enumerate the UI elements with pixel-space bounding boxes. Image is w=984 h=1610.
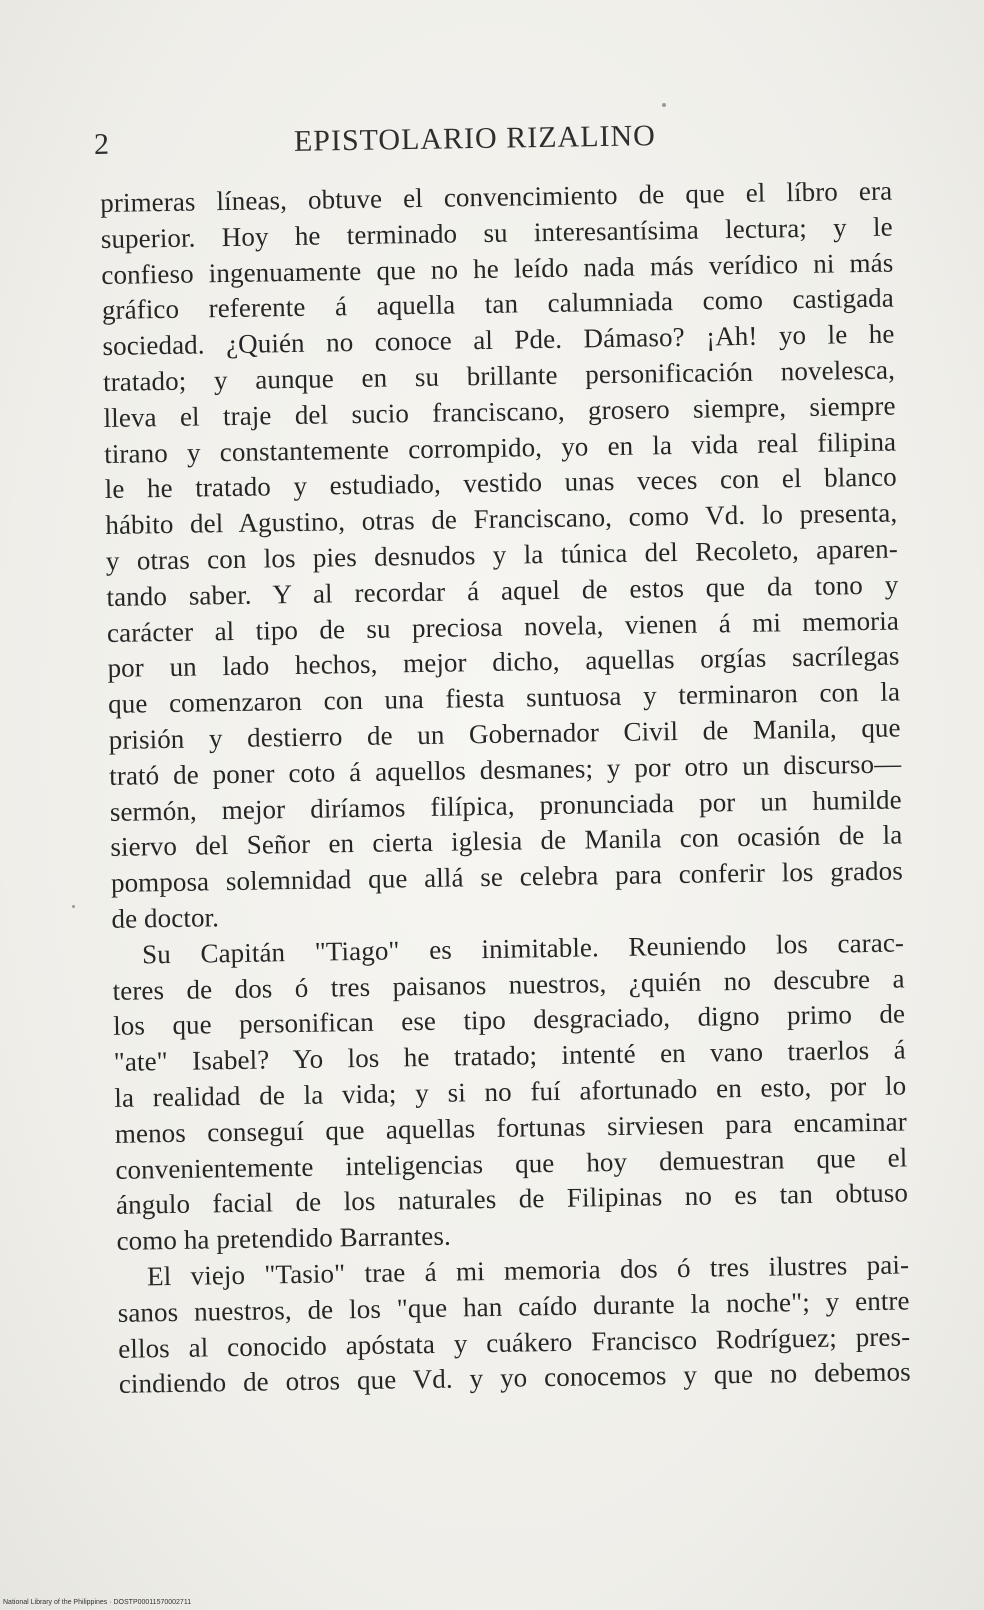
text-line: menos conseguí que aquellas fortunas sirviesen para encaminar [114,1106,908,1149]
text-line: cindiendo de otros que Vd. y yo conocemos y que no debemos [118,1356,911,1400]
text-line: tratado; y aunque en su brillante personificación novelesca, [102,354,896,397]
text-line: como ha pretendido Barrantes. [116,1220,452,1256]
text-line: superior. Hoy he terminado su interesantísima lectura; y le [100,211,893,254]
text-line: teres de dos ó tres paisanos nuestros, ¿quién no descubre a [112,962,905,1006]
text-line: sociedad. ¿Quién no conoce al Pde. Dámaso? ¡Ah! yo le he [102,318,895,362]
text-line: trató de poner coto á aquellos desmanes; y por otro un discurso— [109,748,902,791]
running-head: EPISTOLARIO RIZALINO [293,119,657,158]
text-line: primeras líneas, obtuve el convencimiento de que el líbro era [100,175,893,218]
text-line: por un lado hechos, mejor dicho, aquellas orgías sacrílegas [107,640,900,684]
text-line: sermón, mejor diríamos filípica, pronunciada por un humilde [109,784,902,827]
text-line: pomposa solemnidad que allá se celebra para conferir los grados [110,855,904,899]
text-fragment: sanos nuestros, de los "que han caído durante la noche"; y entre [117,1285,910,1328]
text-line: ellos al conocido apóstata y cuákero Francisco Rodríguez; pres- [118,1320,911,1364]
text-line: ángulo facial de los naturales de Filipinas no es tan obtuso [115,1177,909,1221]
text-line: convenientemente inteligencias que hoy demuestran que el [115,1141,908,1185]
scan-credit: National Library of the Philippines · DOSTP00011570002711 [3,1599,192,1606]
text-line: lleva el traje del sucio franciscano, grosero siempre, siempre [103,390,896,433]
text-line: gráfico referente á aquella tan calumniada como castigada [101,282,895,326]
text-line: confieso ingenuamente que no he leído nada más verídico ni más [101,247,894,290]
text-line: la realidad de la vida; y si no fuí afortunado en esto, por lo [114,1070,907,1113]
text-line: los que personifican ese tipo desgraciado, digno primo de [112,998,906,1042]
text-line: y otras con los pies desnudos y la túnica del Recoleto, aparen- [105,533,899,576]
text-line: siervo del Señor en cierta iglesia de Manila con ocasión de la [110,819,903,863]
text-line: carácter al tipo de su preciosa novela, vienen á mi memoria [106,605,900,648]
text-line: tirano y constantemente corrompido, yo en la vida real filipina [103,426,897,469]
text-line: que comenzaron con una fiesta suntuosa y terminaron con la [107,676,901,720]
text-line: Su Capitán "Tiago" es inimitable. Reuniendo los carac- [141,927,905,970]
text-line: tando saber. Y al recordar á aquel de estos que da tono y [106,569,899,612]
scan-speck [72,905,75,908]
text-line: El viejo "Tasio" trae á mi memoria dos ó tres ilustres pai- [146,1249,910,1292]
body-text [100,174,911,1403]
text-line: hábito del Agustino, otras de Franciscano, como Vd. lo presenta, [105,497,898,541]
text-line: "ate" Isabel? Yo los he tratado; intenté en vano traerlos á [113,1034,906,1078]
text-line: prisión y destierro de un Gobernador Civil de Manila, que [108,712,901,755]
text-line: de doctor. [111,902,220,934]
text-line: le he tratado y estudiado, vestido unas veces con el blanco [104,461,897,505]
page-header [94,115,915,168]
scan-speck [662,103,666,107]
page-number: 2 [93,127,110,161]
